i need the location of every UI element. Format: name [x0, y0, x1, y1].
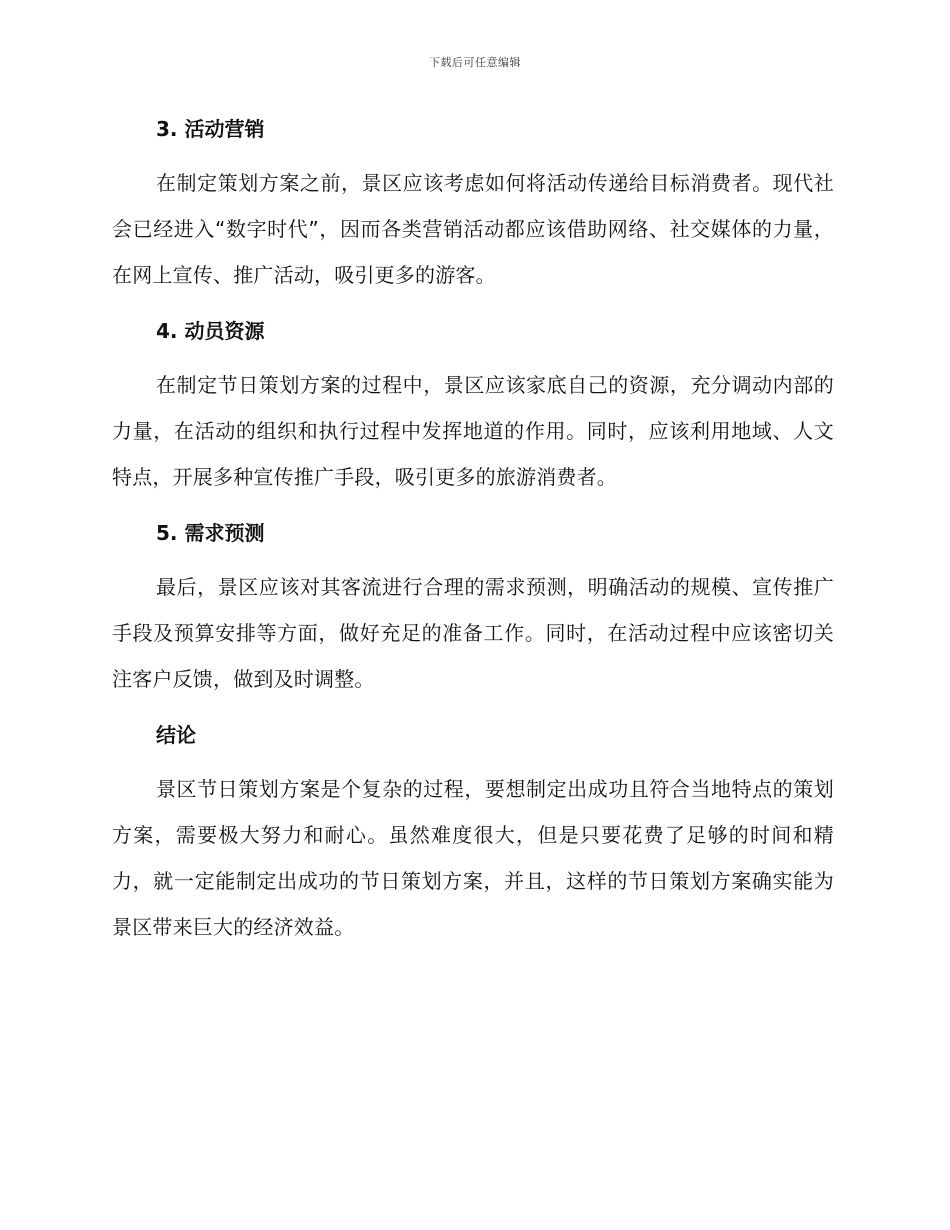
- page-header-note: 下载后可任意编辑: [429, 56, 521, 69]
- section-paragraph: 景区节日策划方案是个复杂的过程，要想制定出成功且符合当地特点的策划方案，需要极大努力和耐心。虽然难度很大，但是只要花费了足够的时间和精力，就一定能制定出成功的节日策划方案，并且，这样的节日策划方案确实能为景区带来巨大的经济效益。: [112, 777, 834, 939]
- document-body: [112, 112, 834, 966]
- section-heading: 4. 动员资源: [156, 319, 265, 343]
- section-heading: 3. 活动营销: [156, 117, 265, 141]
- section-activity-marketing: [112, 112, 834, 298]
- section-paragraph: 最后，景区应该对其客流进行合理的需求预测，明确活动的规模、宣传推广手段及预算安排等方面，做好充足的准备工作。同时，在活动过程中应该密切关注客户反馈，做到及时调整。: [112, 575, 834, 691]
- section-demand-forecast: [112, 516, 834, 702]
- section-paragraph: 在制定策划方案之前，景区应该考虑如何将活动传递给目标消费者。现代社会已经进入“数字时代”，因而各类营销活动都应该借助网络、社交媒体的力量，在网上宣传、推广活动，吸引更多的游客。: [112, 171, 834, 287]
- section-conclusion: [112, 718, 834, 950]
- section-paragraph: 在制定节日策划方案的过程中，景区应该家底自己的资源，充分调动内部的力量，在活动的组织和执行过程中发挥地道的作用。同时，应该利用地域、人文特点，开展多种宣传推广手段，吸引更多的旅游消费者。: [112, 373, 834, 489]
- section-mobilize-resources: [112, 314, 834, 500]
- section-heading: 5. 需求预测: [156, 521, 265, 545]
- section-heading: 结论: [156, 723, 196, 747]
